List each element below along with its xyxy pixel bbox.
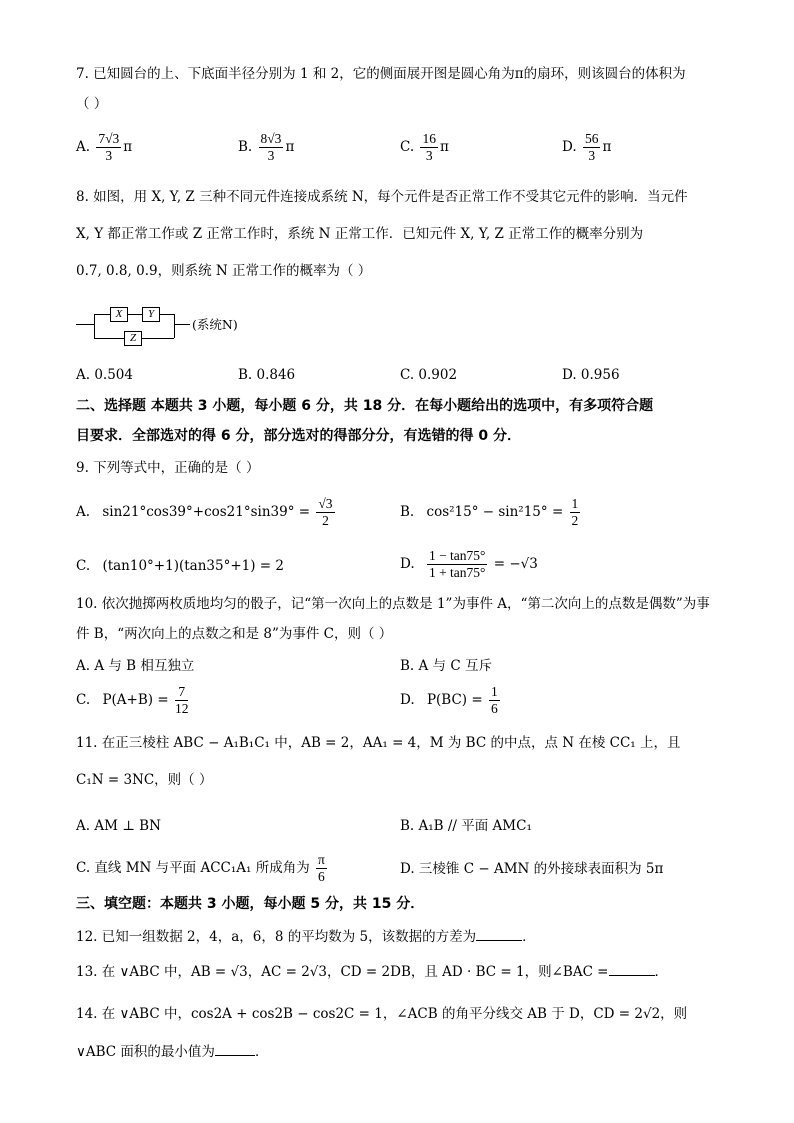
q8-stem-line2: X, Y 都正常工作或 Z 正常工作时，系统 N 正常工作．已知元件 X, Y, Z 正常工作的概率分别为: [76, 226, 644, 242]
q8-option-d[interactable]: D. 0.956: [562, 367, 620, 383]
q11-stem-line1: 11. 在正三棱柱 ABC − A₁B₁C₁ 中，AB = 2，AA₁ = 4，M 为 BC 的中点，点 N 在棱 CC₁ 上，且: [76, 735, 681, 751]
q8-stem-line3: 0.7, 0.8, 0.9，则系统 N 正常工作的概率为（ ）: [76, 263, 372, 279]
section-3-heading: 三、填空题：本题共 3 小题，每小题 5 分，共 15 分．: [76, 896, 425, 912]
fraction: $\frac{\pi}{6}$: [318, 852, 325, 884]
answer-blank[interactable]: [476, 928, 522, 941]
q9-option-c[interactable]: C. (tan10°+1)(tan35°+1) = 2: [76, 558, 284, 574]
fraction: $\frac{1}{6}$: [490, 684, 498, 716]
q11-stem-line2: C₁N = 3NC，则（ ）: [76, 772, 213, 788]
q9-option-b[interactable]: B. cos²15° − sin²15° = $\frac{1}{2}$: [400, 496, 579, 528]
q12-stem: 12. 已知一组数据 2，4，a，6，8 的平均数为 5，该数据的方差为 ．: [76, 929, 536, 945]
answer-blank[interactable]: [609, 963, 655, 976]
q10-option-b[interactable]: B. A 与 C 互斥: [400, 658, 492, 674]
answer-blank[interactable]: [215, 1043, 255, 1056]
fraction: $\frac{16}{3}$: [422, 131, 436, 163]
q11-option-c[interactable]: C. 直线 MN 与平面 ACC₁A₁ 所成角为 $\frac{\pi}{6}$: [76, 852, 325, 884]
q7-option-d[interactable]: D. $\frac{56}{3}$ π: [562, 131, 612, 163]
component-y: Y: [142, 307, 160, 322]
fraction: $\frac{1}{2}$: [571, 496, 579, 528]
q10-option-c[interactable]: C. P(A+B) = $\frac{7}{12}$: [76, 684, 189, 716]
q14-stem-line1: 14. 在 ∨ABC 中，cos2A + cos2B − cos2C = 1，∠ACB 的角平分线交 AB 于 D，CD = 2√2，则: [76, 1006, 688, 1022]
q9-option-d[interactable]: D. $\frac{1 - \tan 75^\circ}{1 + \tan 75^\circ}$ = −√3: [400, 548, 538, 580]
q11-option-a[interactable]: A. AM ⊥ BN: [76, 818, 161, 834]
q7-option-c[interactable]: C. $\frac{16}{3}$ π: [400, 131, 449, 163]
q11-option-d[interactable]: D. 三棱锥 C − AMN 的外接球表面积为 5π: [400, 861, 664, 877]
q9-stem: 9. 下列等式中，正确的是（ ）: [76, 460, 260, 476]
fraction: $\frac{8√3}{3}$: [260, 131, 282, 163]
q9-option-a[interactable]: A. sin21°cos39°+cos21°sin39° = $\frac{√3}{2}$: [76, 496, 333, 528]
q8-option-c[interactable]: C. 0.902: [400, 367, 458, 383]
component-z: Z: [124, 331, 142, 346]
q7-stem: 7. 已知圆台的上、下底面半径分别为 1 和 2，它的侧面展开图是圆心角为π的扇环，则该圆台的体积为: [76, 66, 686, 82]
section-2-heading-line2: 目要求．全部选对的得 6 分，部分选对的得部分分，有选错的得 0 分．: [76, 428, 521, 444]
q8-option-b[interactable]: B. 0.846: [238, 367, 296, 383]
fraction: $\frac{1 - \tan 75^\circ}{1 + \tan 75^\circ}$: [428, 548, 486, 580]
fraction: $\frac{7}{12}$: [174, 684, 189, 716]
q11-option-b[interactable]: B. A₁B // 平面 AMC₁: [400, 818, 532, 834]
q7-paren: （ ）: [76, 96, 108, 112]
q7-option-b[interactable]: B. $\frac{8√3}{3}$ π: [238, 131, 295, 163]
q8-option-a[interactable]: A. 0.504: [76, 367, 133, 383]
q14-stem-line2: ∨ABC 面积的最小值为 ．: [76, 1044, 269, 1060]
fraction: $\frac{√3}{2}$: [318, 496, 333, 528]
system-label: (系统N): [192, 317, 238, 332]
q7-option-a[interactable]: A. $\frac{7√3}{3}$ π: [76, 131, 133, 163]
q10-stem-line2: 件 B，“两次向上的点数之和是 8”为事件 C，则（ ）: [76, 626, 393, 642]
q10-option-d[interactable]: D. P(BC) = $\frac{1}{6}$: [400, 684, 498, 716]
q10-stem-line1: 10. 依次抛掷两枚质地均匀的骰子，记“第一次向上的点数是 1”为事件 A，“第二次向上的点数是偶数”为事: [76, 596, 710, 612]
q13-stem: 13. 在 ∨ABC 中，AB = √3，AC = 2√3，CD = 2DB，且 AD · BC = 1，则∠BAC = ．: [76, 964, 668, 980]
fraction: $\frac{56}{3}$: [584, 131, 599, 163]
q8-stem-line1: 8. 如图，用 X, Y, Z 三种不同元件连接成系统 N，每个元件是否正常工作不受其它元件的影响．当元件: [76, 189, 688, 205]
fraction: $\frac{7√3}{3}$: [98, 131, 120, 163]
component-x: X: [110, 307, 128, 322]
q10-option-a[interactable]: A. A 与 B 相互独立: [76, 658, 195, 674]
section-2-heading-line1: 二、选择题 本题共 3 小题，每小题 6 分，共 18 分．在每小题给出的选项中，有多项符合题: [76, 398, 654, 414]
